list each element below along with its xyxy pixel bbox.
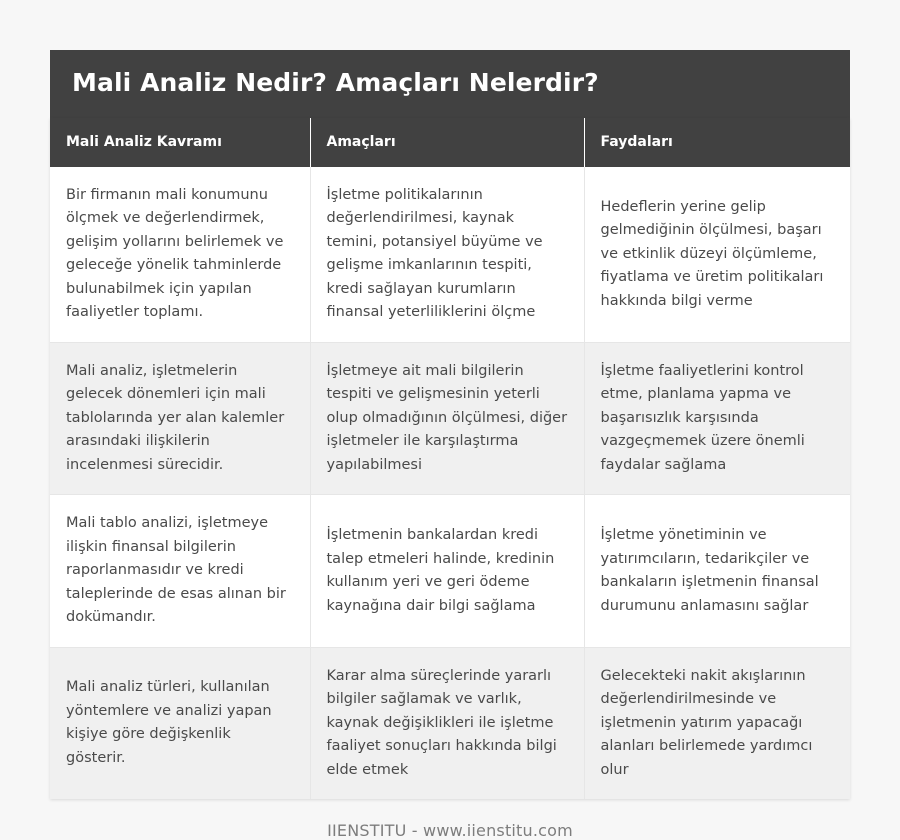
column-header-amaclari: Amaçları <box>310 118 584 167</box>
table-row <box>50 647 850 799</box>
cell-fayda: Hedeflerin yerine gelip gelmediğinin ölçülmesi, başarı ve etkinlik düzeyi ölçümleme, fiyatlama ve üretim politikaları hakkında bilgi verme <box>584 167 850 342</box>
table-row <box>50 167 850 342</box>
table-header <box>50 118 850 167</box>
column-header-kavram: Mali Analiz Kavramı <box>50 118 310 167</box>
cell-amac: İşletmeye ait mali bilgilerin tespiti ve gelişmesinin yeterli olup olmadığının ölçülmesi, diğer işletmeler ile karşılaştırma yapılabilmesi <box>310 342 584 494</box>
cell-kavram: Mali tablo analizi, işletmeye ilişkin finansal bilgilerin raporlanmasıdır ve kredi taleplerinde de esas alınan bir dokümandır. <box>50 495 310 647</box>
cell-fayda: İşletme faaliyetlerini kontrol etme, planlama yapma ve başarısızlık karşısında vazgeçmemek üzere önemli faydalar sağlama <box>584 342 850 494</box>
infographic-container <box>50 50 850 840</box>
table-body <box>50 167 850 799</box>
cell-kavram: Mali analiz, işletmelerin gelecek dönemleri için mali tablolarında yer alan kalemler arasındaki ilişkilerin incelenmesi sürecidir. <box>50 342 310 494</box>
table-row <box>50 495 850 647</box>
cell-kavram: Mali analiz türleri, kullanılan yöntemlere ve analizi yapan kişiye göre değişkenlik gösterir. <box>50 647 310 799</box>
page-title: Mali Analiz Nedir? Amaçları Nelerdir? <box>72 68 599 97</box>
table-row <box>50 342 850 494</box>
cell-fayda: İşletme yönetiminin ve yatırımcıların, tedarikçiler ve bankaların işletmenin finansal durumunu anlamasını sağlar <box>584 495 850 647</box>
cell-fayda: Gelecekteki nakit akışlarının değerlendirilmesinde ve işletmenin yatırım yapacağı alanları belirlemede yardımcı olur <box>584 647 850 799</box>
comparison-table <box>50 118 850 799</box>
footer-attribution: IIENSTITU - www.iienstitu.com <box>327 821 573 840</box>
cell-amac: İşletmenin bankalardan kredi talep etmeleri halinde, kredinin kullanım yeri ve geri ödeme kaynağına dair bilgi sağlama <box>310 495 584 647</box>
column-header-faydalari: Faydaları <box>584 118 850 167</box>
cell-amac: Karar alma süreçlerinde yararlı bilgiler sağlamak ve varlık, kaynak değişiklikleri ile işletme faaliyet sonuçları hakkında bilgi elde etmek <box>310 647 584 799</box>
cell-amac: İşletme politikalarının değerlendirilmesi, kaynak temini, potansiyel büyüme ve gelişme imkanlarının tespiti, kredi sağlayan kurumların finansal yeterliliklerini ölçme <box>310 167 584 342</box>
table-header-row <box>50 118 850 167</box>
title-bar <box>50 50 850 118</box>
cell-kavram: Bir firmanın mali konumunu ölçmek ve değerlendirmek, gelişim yollarını belirlemek ve geleceğe yönelik tahminlerde bulunabilmek için yapılan faaliyetler toplamı. <box>50 167 310 342</box>
